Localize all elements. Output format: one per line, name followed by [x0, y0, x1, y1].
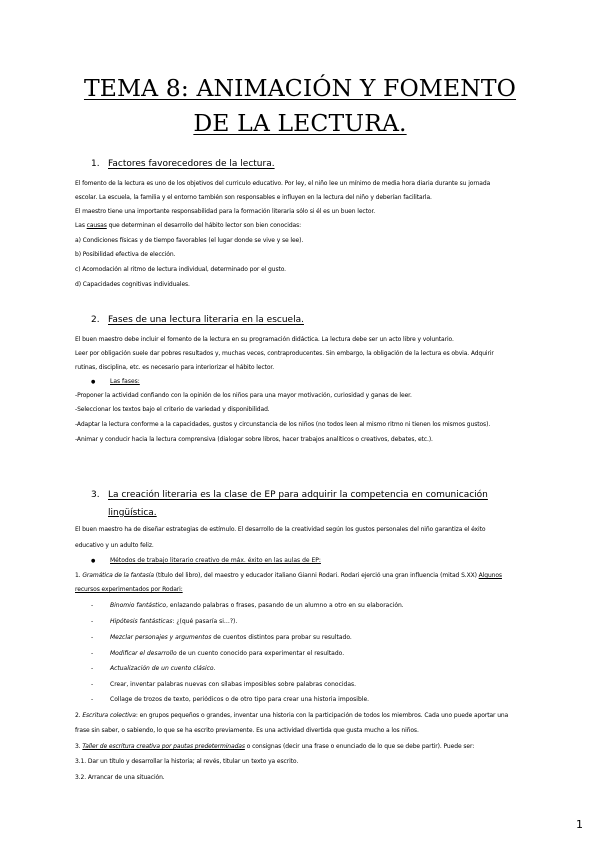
s2-paragraph-2: Leer por obligación suele dar pobres resultados y, muchas veces, contraproducentes. Sin embargo, la obligación de la lectura es obvia. Adquirir	[75, 350, 494, 357]
s1-cause-c: c) Acomodación al ritmo de lectura individual, determinado por el gusto.	[75, 266, 286, 273]
s2-fase-3: -Adaptar la lectura conforme a la capacidades, gustos y circunstancia de los niños (no todos leen al mismo ritmo ni tienen los mismos gustos).	[75, 421, 491, 428]
rodari-resource-3	[110, 634, 352, 642]
m3-pre: 3.	[75, 743, 83, 750]
s3-method-1	[75, 572, 502, 580]
m1-algunos: Algunos	[478, 572, 502, 579]
rodari-resource-1	[110, 602, 404, 610]
s3-methods-label: Métodos de trabajo literario creativo de máx. éxito en las aulas de EP:	[110, 557, 321, 564]
r5-post: .	[213, 665, 216, 672]
section-1-number: 1.	[91, 159, 100, 169]
document-title-line-1: TEMA 8: ANIMACIÓN Y FOMENTO	[83, 74, 517, 102]
r2-italic: Hipótesis fantásticas	[110, 618, 173, 625]
m2-italic: Escritura colectiva	[82, 712, 136, 719]
r5-italic: Actualización de un cuento clásico	[110, 665, 214, 672]
section-2-number: 2.	[91, 315, 100, 325]
s1-paragraph-4	[75, 222, 301, 230]
section-2-title: Fases de una lectura literaria en la escuela.	[108, 315, 304, 325]
r2-post: : ¿(qué pasaría si…?).	[172, 618, 238, 625]
s1-paragraph-2: escolar. La escuela, la familia y el entorno también son responsables e influyen en la lectura del niño y deberían facilitarla.	[75, 194, 432, 201]
s3-method-3-2: 3.2. Arrancar de una situación.	[75, 774, 165, 781]
s3-method-1-line-2: recursos experimentados por Rodari:	[75, 586, 183, 593]
s1-cause-a: a) Condiciones físicas y de tiempo favorables (el lugar donde se vive y se lee).	[75, 237, 304, 244]
r3-post: de cuentos distintos para probar su resultado.	[211, 634, 352, 641]
rodari-resource-4	[110, 650, 344, 658]
s1-paragraph-3: El maestro tiene una importante responsabilidad para la formación literaria sólo si él es un buen lector.	[75, 208, 376, 215]
s2-paragraph-3: rutinas, disciplina, etc. es necesario para interiorizar el hábito lector.	[75, 364, 275, 371]
s1-p4-pre: Las	[75, 222, 87, 229]
bullet-icon: ●	[91, 558, 96, 564]
s2-fases-label: Las fases:	[110, 378, 140, 385]
document-title-line-2: DE LA LECTURA.	[193, 109, 407, 137]
s1-p4-post: que determinan el desarrollo del hábito lector son bien conocidas:	[106, 222, 302, 229]
m2-post: : en grupos pequeños o grandes, inventar una historia con la participación de todos los miembros. Cada uno puede aportar una	[135, 712, 509, 719]
dash-7: -	[91, 696, 94, 703]
s1-cause-b: b) Posibilidad efectiva de elección.	[75, 251, 176, 258]
rodari-resource-7: Collage de trozos de texto, periódicos o de otro tipo para crear una historia imposible.	[110, 696, 370, 703]
rodari-resource-6: Crear, inventar palabras nuevas con sílabas imposibles sobre palabras conocidas.	[110, 681, 357, 688]
bullet-icon: ●	[91, 379, 96, 385]
s3-paragraph-2: educativo y un adulto feliz.	[75, 542, 154, 549]
s3-method-2-line-2: frase sin saber, o sabiendo, lo que se ha escrito previamente. Es una actividad divertida que gusta mucho a los niños.	[75, 727, 419, 734]
dash-4: -	[91, 650, 94, 657]
dash-6: -	[91, 681, 94, 688]
m1-pre: 1.	[75, 572, 83, 579]
section-3-title-line-2-wrap	[108, 508, 157, 518]
s2-paragraph-1: El buen maestro debe incluir el fomento de la lectura en su programación didáctica. La lectura debe ser un acto libre y voluntario.	[75, 336, 454, 343]
r1-post: , enlazando palabras o frases, pasando de un alumno a otro en su elaboración.	[166, 602, 404, 609]
s3-method-3-1: 3.1. Dar un título y desarrollar la historia; al revés, titular un texto ya escrito.	[75, 758, 299, 765]
dash-1: -	[91, 602, 94, 609]
s2-fase-4: -Animar y conducir hacia la lectura comprensiva (dialogar sobre libros, hacer trabajos analíticos o creativos, debates, etc.).	[75, 436, 433, 443]
r4-italic: Modificar el desarrollo	[110, 650, 177, 657]
dash-5: -	[91, 665, 94, 672]
s2-fase-2: -Seleccionar los textos bajo el criterio de variedad y disponibilidad.	[75, 406, 270, 413]
m3-italic: Taller de escritura creativa por pautas predeterminadas	[82, 743, 245, 750]
s1-paragraph-1: El fomento de la lectura es uno de los objetivos del curriculo educativo. Por ley, el niño lee un mínimo de media hora diaria durante su jornada	[75, 180, 491, 187]
rodari-resource-5	[110, 665, 216, 673]
r3-italic: Mezclar personajes y argumentos	[110, 634, 212, 641]
m1-post: (título del libro), del maestro y educador italiano Gianni Rodari. Rodari ejerció una gran influencia (mitad S.XX)	[153, 572, 479, 579]
s3-method-3	[75, 743, 474, 751]
m3-post: o consignas (decir una frase o enunciado de lo que se debe partir). Puede ser:	[244, 743, 475, 750]
section-1-title: Factores favorecedores de la lectura.	[108, 159, 275, 169]
m2-pre: 2.	[75, 712, 83, 719]
section-3-number: 3.	[91, 490, 100, 500]
m1-italic: Gramática de la fantasía	[82, 572, 154, 579]
r4-post: de un cuento conocido para experimentar el resultado.	[176, 650, 345, 657]
rodari-resource-2	[110, 618, 237, 626]
section-3-title-line-1: La creación literaria es la clase de EP para adquirir la competencia en comunicación	[108, 490, 488, 500]
s1-p4-causas: causas	[86, 222, 107, 229]
s1-cause-d: d) Capacidades cognitivas individuales.	[75, 281, 190, 288]
s3-method-2	[75, 712, 508, 720]
page-number: 1	[576, 818, 583, 831]
dash-3: -	[91, 634, 94, 641]
s2-fase-1: -Proponer la actividad confiando con la opinión de los niños para una mayor motivación, curiosidad y ganas de leer.	[75, 392, 412, 399]
section-3-title-line-2: lingüística.	[108, 508, 157, 518]
s3-paragraph-1: El buen maestro ha de diseñar estrategias de estímulo. El desarrollo de la creatividad según los gustos personales del niño garantiza el éxito	[75, 526, 486, 533]
dash-2: -	[91, 618, 94, 625]
r1-italic: Binomio fantástico	[110, 602, 167, 609]
